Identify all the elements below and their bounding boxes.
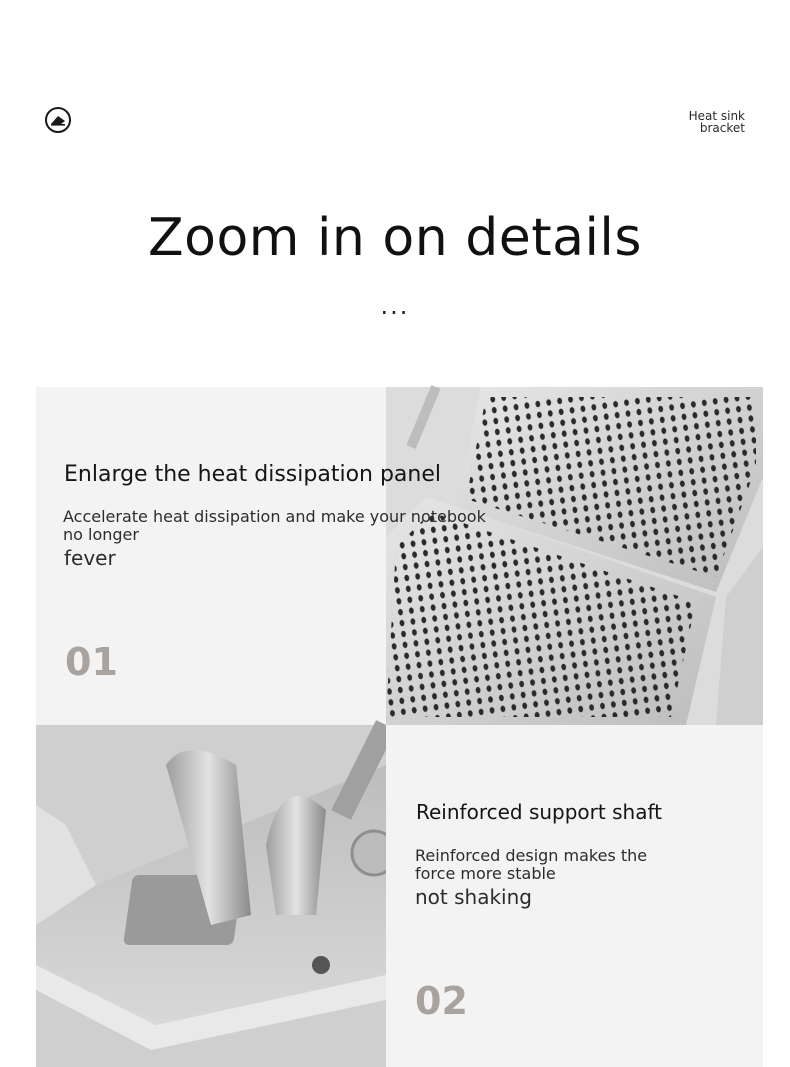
feature-1-number: 01 (65, 640, 118, 684)
feature-1-text-panel (36, 387, 486, 725)
feature-2-desc-line-1: Reinforced design makes the (415, 846, 648, 865)
brand-logo (45, 107, 71, 133)
brand-line-1: Heat sink (688, 109, 745, 123)
feature-2-title: Reinforced support shaft (416, 800, 662, 824)
feature-1-title: Enlarge the heat dissipation panel (64, 462, 441, 487)
feature-2-desc-line-2: force more stable (415, 864, 556, 883)
feature-2-description (415, 847, 647, 883)
perforated-panel-illustration (386, 387, 763, 725)
title-ellipsis: ... (380, 292, 410, 320)
support-shaft-image (36, 725, 386, 1067)
feature-2-number: 02 (415, 979, 468, 1023)
feature-1-desc-line-3: fever (64, 546, 116, 570)
detail-grid (36, 387, 763, 1067)
support-shaft-illustration (36, 725, 386, 1067)
feature-2-text-panel (386, 725, 763, 1067)
feature-2-desc-line-3: not shaking (415, 885, 532, 909)
feature-1-description (63, 508, 486, 544)
page-title: Zoom in on details (148, 208, 642, 268)
brand-name (689, 110, 745, 134)
laptop-stand-logo-icon (49, 113, 67, 127)
feature-1-desc-line-2: no longer (63, 525, 139, 544)
feature-1-desc-line-1: Accelerate heat dissipation and make your notebook (63, 507, 486, 526)
brand-line-2: bracket (699, 121, 745, 135)
heat-dissipation-panel-image (386, 387, 763, 725)
